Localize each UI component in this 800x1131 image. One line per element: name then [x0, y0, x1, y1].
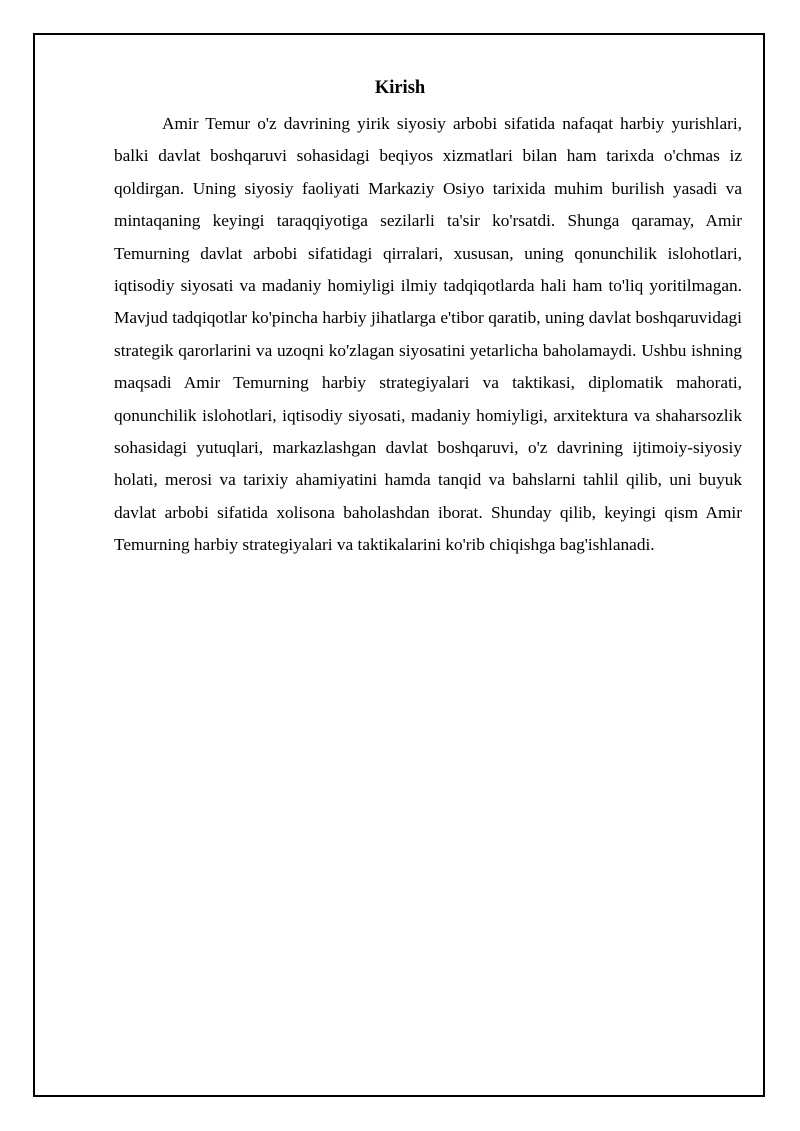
section-title: Kirish	[374, 78, 426, 98]
body-paragraph: Amir Temur o'z davrining yirik siyosiy arbobi sifatida nafaqat harbiy yurishlari, balki davlat boshqaruvi sohasidagi beqiyos xizmatlari bilan ham tarixda o'chmas iz qoldirgan. Uning siyosiy faoliyati Markaziy Osiyo tarixida muhim burilish yasadi va mintaqaning keyingi taraqqiyotiga sezilarli ta'sir ko'rsatdi. Shunga qaramay, Amir Temurning davlat arbobi sifatidagi qirralari, xususan, uning qonunchilik islohotlari, iqtisodiy siyosati va madaniy homiyligi ilmiy tadqiqotlarda hali ham to'liq yoritilmagan. Mavjud tadqiqotlar ko'pincha harbiy jihatlarga e'tibor qaratib, uning davlat boshqaruvidagi strategik qarorlarini va uzoqni ko'zlagan siyosatini yetarlicha baholamaydi. Ushbu ishning maqsadi Amir Temurning harbiy strategiyalari va taktikasi, diplomatik mahorati, qonunchilik islohotlari, iqtisodiy siyosati, madaniy homiyligi, arxitektura va shaharsozlik sohasidagi yutuqlari, markazlashgan davlat boshqaruvi, o'z davrining ijtimoiy-siyosiy holati, merosi va tarixiy ahamiyatini hamda tanqid va bahslarni tahlil qilib, uni buyuk davlat arbobi sifatida xolisona baholashdan iborat. Shunday qilib, keyingi qism Amir Temurning harbiy strategiyalari va taktikalarini ko'rib chiqishga bag'ishlanadi.	[114, 114, 742, 555]
